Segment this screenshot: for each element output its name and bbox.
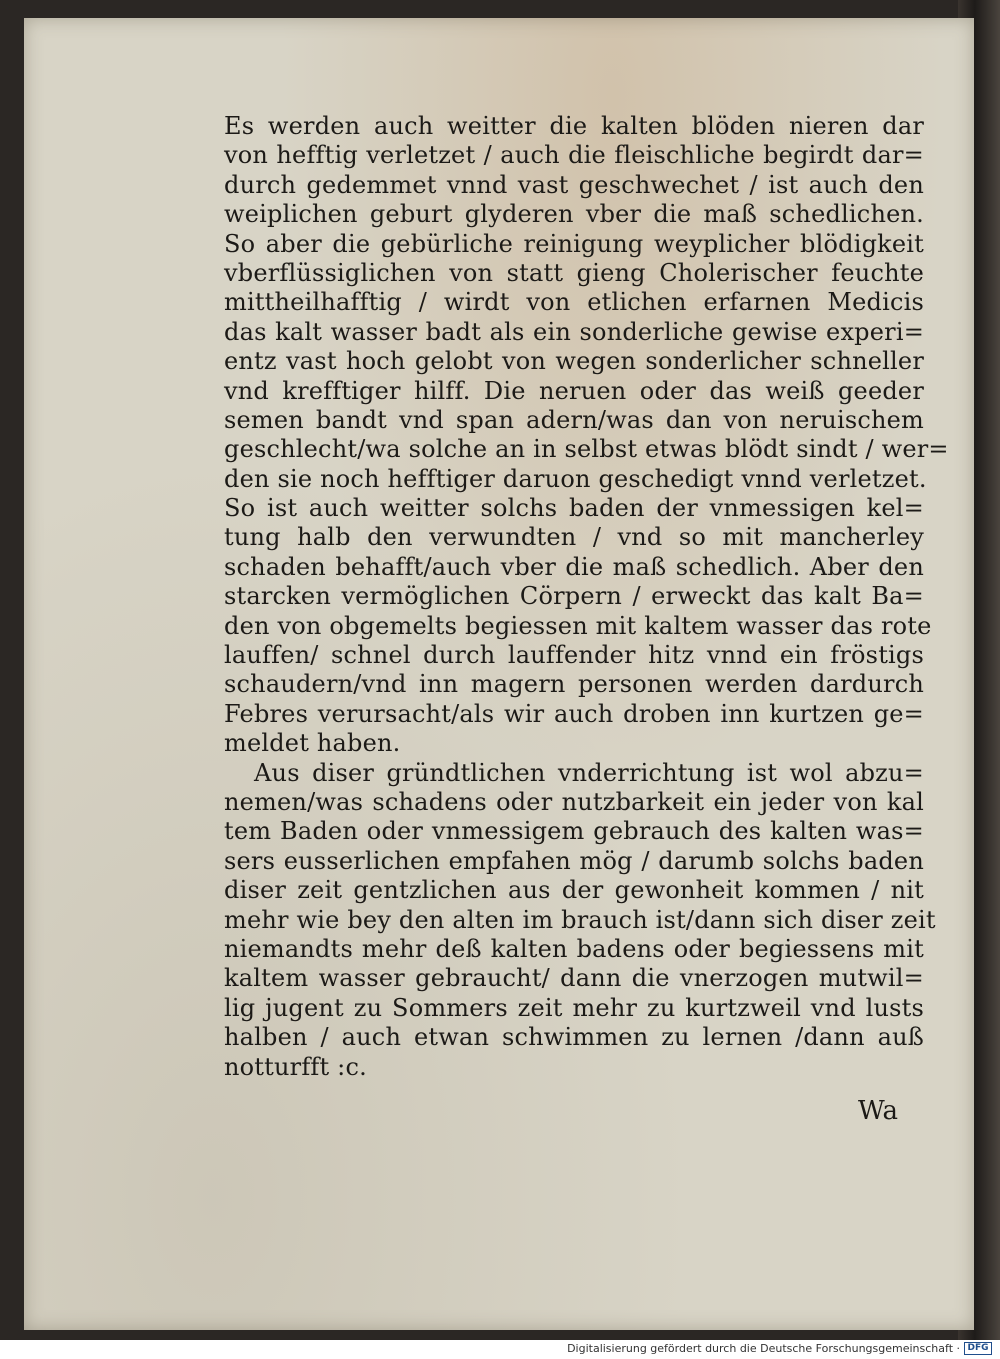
text-line: weiplichen geburt glyderen vber die maß schedlichen. [224, 200, 924, 229]
funding-credit: Digitalisierung gefördert durch die Deutsche Forschungsgemeinschaft · [567, 1342, 960, 1355]
text-line: tem Baden oder vnmessigem gebrauch des kalten was= [224, 817, 924, 846]
text-line: mittheilhafftig / wirdt von etlichen erfarnen Medicis [224, 288, 924, 317]
dfg-logo: DFG [964, 1342, 992, 1355]
text-line: meldet haben. [224, 729, 401, 758]
text-line: niemandts mehr deß kalten badens oder begiessens mit [224, 934, 924, 963]
text-line: So ist auch weitter solchs baden der vnmessigen kel= [224, 494, 924, 523]
text-line: Aus diser gründtlichen vnderrichtung ist wol abzu= [254, 758, 924, 787]
text-line: durch gedemmet vnnd vast geschwechet / ist auch den [224, 170, 924, 199]
text-line: schaudern/vnd inn magern personen werden dardurch [224, 670, 924, 699]
text-line: den sie noch hefftiger daruon geschedigt vnnd verletzet. [224, 464, 927, 493]
footer-bar [0, 1340, 1000, 1359]
text-line: notturfft :c. [224, 1052, 367, 1081]
text-line: diser zeit gentzlichen aus der gewonheit kommen / nit [224, 876, 924, 905]
text-line: halben / auch etwan schwimmen zu lernen /dann auß [224, 1023, 924, 1052]
text-line: das kalt wasser badt als ein sonderliche gewise experi= [224, 317, 924, 346]
text-line: sers eusserlichen empfahen mög / darumb solchs baden [224, 846, 924, 875]
text-line: entz vast hoch gelobt von wegen sonderlicher schneller [224, 347, 924, 376]
text-line: starcken vermöglichen Cörpern / erweckt das kalt Ba= [224, 582, 924, 611]
text-line: geschlecht/wa solche an in selbst etwas blödt sindt / wer= [224, 435, 949, 464]
text-line: schaden behafft/auch vber die maß schedlich. Aber den [224, 552, 924, 581]
text-line: tung halb den verwundten / vnd so mit mancherley [224, 523, 924, 552]
text-line: von hefftig verletzet / auch die fleischliche begirdt dar= [224, 141, 924, 170]
text-line: nemen/was schadens oder nutzbarkeit ein jeder von kal [224, 787, 924, 816]
text-line: Febres verursacht/als wir auch droben inn kurtzen ge= [224, 699, 924, 728]
text-line: kaltem wasser gebraucht/ dann die vnerzogen mutwil= [224, 964, 924, 993]
text-line: vberflüssiglichen von statt gieng Cholerischer feuchte [224, 258, 924, 287]
text-line: den von obgemelts begiessen mit kaltem wasser das rote [224, 611, 932, 640]
page-text [224, 112, 949, 1082]
text-line: lig jugent zu Sommers zeit mehr zu kurtzweil vnd lusts [224, 993, 924, 1022]
text-line: Es werden auch weitter die kalten blöden nieren dar [224, 112, 924, 140]
text-line: mehr wie bey den alten im brauch ist/dann sich diser zeit [224, 905, 936, 934]
text-line: semen bandt vnd span adern/was dan von neruischem [224, 405, 924, 434]
text-line: So aber die gebürliche reinigung weyplicher blödigkeit [224, 229, 924, 258]
text-line: vnd krefftiger hilff. Die neruen oder das weiß geeder [224, 376, 924, 405]
text-line: lauffen/ schnel durch lauffender hitz vnnd ein fröstigs [224, 641, 924, 670]
catchword: Wa [858, 1096, 898, 1126]
